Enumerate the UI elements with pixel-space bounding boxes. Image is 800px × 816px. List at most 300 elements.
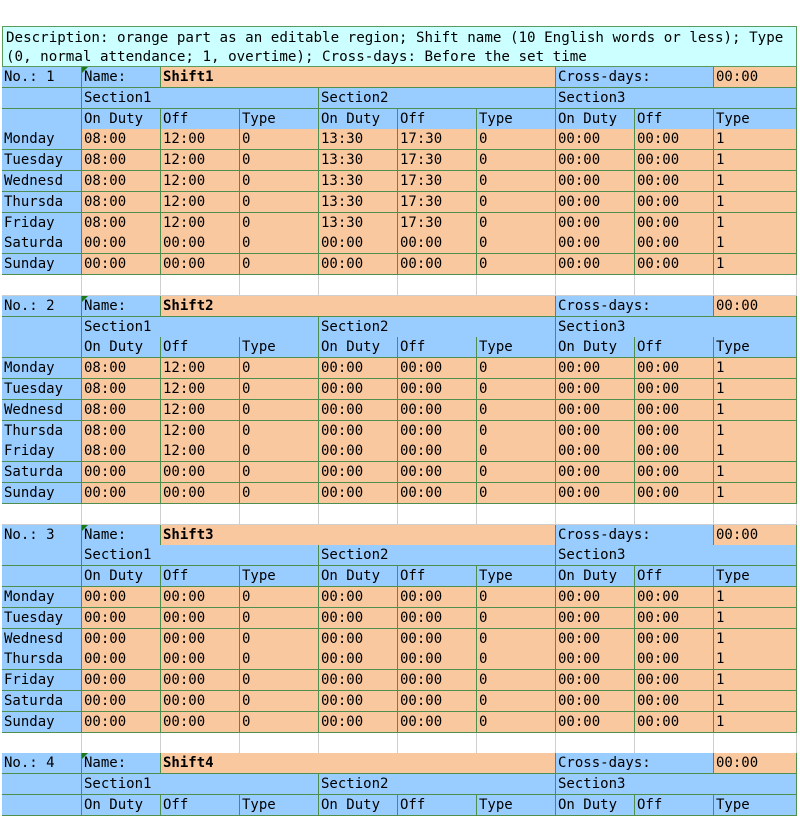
time-cell[interactable]: 12:00 [161,441,240,462]
empty-cell[interactable] [714,504,797,525]
blank-row [2,275,797,296]
empty-cell[interactable] [477,504,556,525]
time-cell[interactable]: 0 [240,441,319,462]
column-corner [2,337,82,358]
cell-comment-marker [82,67,88,73]
description-banner: Description: orange part as an editable region; Shift name (10 English words or less); Type (0, normal attendance; 1, overtime); Cross-days: Before the set time [2,26,797,67]
time-cell[interactable]: 0 [240,421,319,442]
empty-cell[interactable] [635,504,714,525]
time-cell[interactable]: 00:00 [161,629,240,650]
column-header: On Duty [319,795,398,816]
column-header: Type [714,795,797,816]
empty-cell[interactable] [2,275,82,296]
time-cell[interactable]: 13:30 [319,150,398,171]
column-header: On Duty [82,566,161,587]
column-header: Type [240,795,319,816]
time-cell[interactable]: 00:00 [556,254,635,275]
name-label: Name: [82,753,161,774]
day-label: Friday [2,213,82,234]
shift-number: No.: 2 [2,296,82,317]
time-cell[interactable]: 13:30 [319,171,398,192]
time-cell[interactable]: 17:30 [398,192,477,213]
time-cell[interactable]: 1 [714,421,797,442]
time-cell[interactable]: 00:00 [319,462,398,483]
time-cell[interactable]: 00:00 [398,649,477,670]
section-title: Section2 [319,774,556,795]
section-title: Section1 [82,317,319,338]
time-cell[interactable]: 00:00 [635,233,714,254]
time-cell[interactable]: 12:00 [161,421,240,442]
time-cell[interactable]: 00:00 [635,691,714,712]
time-cell[interactable]: 00:00 [556,712,635,733]
time-cell[interactable]: 00:00 [556,670,635,691]
time-cell[interactable]: 13:30 [319,129,398,150]
time-cell[interactable]: 0 [240,150,319,171]
time-cell[interactable]: 00:00 [398,462,477,483]
empty-cell[interactable] [2,733,82,754]
time-cell[interactable]: 0 [240,358,319,379]
time-cell[interactable]: 00:00 [556,462,635,483]
time-cell[interactable]: 0 [477,254,556,275]
time-cell[interactable]: 00:00 [556,649,635,670]
time-cell[interactable]: 17:30 [398,213,477,234]
time-cell[interactable]: 1 [714,462,797,483]
time-cell[interactable]: 00:00 [398,483,477,504]
time-cell[interactable]: 0 [240,649,319,670]
time-cell[interactable]: 00:00 [556,379,635,400]
day-row [2,150,797,171]
time-cell[interactable]: 0 [240,462,319,483]
cross-days-field[interactable]: 00:00 [714,67,797,88]
time-cell[interactable]: 00:00 [161,587,240,608]
empty-cell[interactable] [556,275,635,296]
time-cell[interactable]: 08:00 [82,358,161,379]
time-cell[interactable]: 0 [477,150,556,171]
shift-number: No.: 3 [2,525,82,546]
time-cell[interactable]: 00:00 [398,608,477,629]
time-cell[interactable]: 1 [714,649,797,670]
time-cell[interactable]: 1 [714,358,797,379]
time-cell[interactable]: 0 [240,400,319,421]
time-cell[interactable]: 00:00 [161,649,240,670]
day-row [2,691,797,712]
column-header: On Duty [82,109,161,130]
time-cell[interactable]: 0 [240,379,319,400]
column-header: On Duty [319,566,398,587]
time-cell[interactable]: 1 [714,712,797,733]
empty-cell[interactable] [556,504,635,525]
time-cell[interactable]: 13:30 [319,213,398,234]
time-cell[interactable]: 00:00 [635,192,714,213]
time-cell[interactable]: 00:00 [82,629,161,650]
time-cell[interactable]: 00:00 [161,670,240,691]
column-header: Type [240,566,319,587]
time-cell[interactable]: 1 [714,129,797,150]
day-label: Monday [2,129,82,150]
time-cell[interactable]: 0 [477,171,556,192]
shift-header-row [2,296,797,317]
time-cell[interactable]: 12:00 [161,213,240,234]
time-cell[interactable]: 0 [477,233,556,254]
time-cell[interactable]: 08:00 [82,150,161,171]
time-cell[interactable]: 00:00 [398,400,477,421]
time-cell[interactable]: 00:00 [319,441,398,462]
empty-cell[interactable] [240,733,319,754]
time-cell[interactable]: 12:00 [161,358,240,379]
day-row [2,192,797,213]
time-cell[interactable]: 00:00 [556,192,635,213]
time-cell[interactable]: 0 [240,233,319,254]
time-cell[interactable]: 00:00 [161,233,240,254]
column-header: Off [635,566,714,587]
time-cell[interactable]: 00:00 [635,441,714,462]
section-title: Section2 [319,317,556,338]
time-cell[interactable]: 00:00 [635,712,714,733]
time-cell[interactable]: 08:00 [82,192,161,213]
time-cell[interactable]: 0 [240,608,319,629]
column-header: Off [161,795,240,816]
time-cell[interactable]: 0 [240,691,319,712]
time-cell[interactable]: 00:00 [556,171,635,192]
time-cell[interactable]: 0 [477,192,556,213]
day-row [2,608,797,629]
time-cell[interactable]: 0 [477,358,556,379]
column-header: Off [398,109,477,130]
time-cell[interactable]: 00:00 [556,483,635,504]
time-cell[interactable]: 00:00 [635,421,714,442]
day-row [2,462,797,483]
name-label: Name: [82,525,161,546]
time-cell[interactable]: 00:00 [556,150,635,171]
empty-cell[interactable] [82,275,161,296]
time-cell[interactable]: 0 [240,213,319,234]
column-header: Off [161,109,240,130]
section-title: Section2 [319,545,556,566]
time-cell[interactable]: 0 [477,483,556,504]
column-header: Type [240,109,319,130]
time-cell[interactable]: 0 [477,400,556,421]
time-cell[interactable]: 0 [477,379,556,400]
empty-cell[interactable] [161,504,240,525]
cross-days-field[interactable]: 00:00 [714,525,797,546]
time-cell[interactable]: 00:00 [319,712,398,733]
time-cell[interactable]: 0 [477,129,556,150]
time-cell[interactable]: 1 [714,254,797,275]
time-cell[interactable]: 00:00 [82,587,161,608]
time-cell[interactable]: 1 [714,670,797,691]
day-row [2,213,797,234]
time-cell[interactable]: 0 [477,629,556,650]
time-cell[interactable]: 12:00 [161,379,240,400]
time-cell[interactable]: 1 [714,587,797,608]
time-cell[interactable]: 00:00 [635,629,714,650]
column-header: Off [398,566,477,587]
time-cell[interactable]: 00:00 [161,483,240,504]
column-header-row [2,795,797,816]
empty-cell[interactable] [477,733,556,754]
time-cell[interactable]: 00:00 [556,441,635,462]
day-label: Sunday [2,712,82,733]
day-row [2,587,797,608]
time-cell[interactable]: 00:00 [319,483,398,504]
empty-cell[interactable] [240,504,319,525]
time-cell[interactable]: 1 [714,608,797,629]
time-cell[interactable]: 0 [477,608,556,629]
day-row [2,483,797,504]
time-cell[interactable]: 1 [714,400,797,421]
time-cell[interactable]: 0 [240,171,319,192]
time-cell[interactable]: 00:00 [319,379,398,400]
cross-days-label: Cross-days: [556,753,714,774]
shift-header-row [2,525,797,546]
time-cell[interactable]: 17:30 [398,150,477,171]
time-cell[interactable]: 00:00 [635,400,714,421]
column-header-row [2,337,797,358]
time-cell[interactable]: 00:00 [635,649,714,670]
day-row [2,629,797,650]
time-cell[interactable]: 00:00 [319,400,398,421]
day-row [2,421,797,442]
time-cell[interactable]: 00:00 [556,213,635,234]
time-cell[interactable]: 1 [714,629,797,650]
time-cell[interactable]: 0 [477,587,556,608]
time-cell[interactable]: 1 [714,192,797,213]
time-cell[interactable]: 12:00 [161,129,240,150]
time-cell[interactable]: 00:00 [556,691,635,712]
time-cell[interactable]: 0 [477,670,556,691]
day-label: Monday [2,587,82,608]
day-label: Sunday [2,483,82,504]
time-cell[interactable]: 00:00 [556,608,635,629]
time-cell[interactable]: 00:00 [398,670,477,691]
time-cell[interactable]: 00:00 [635,483,714,504]
name-label: Name: [82,67,161,88]
time-cell[interactable]: 0 [477,213,556,234]
day-label: Saturda [2,233,82,254]
time-cell[interactable]: 1 [714,171,797,192]
time-cell[interactable]: 00:00 [161,712,240,733]
day-label: Friday [2,670,82,691]
time-cell[interactable]: 0 [477,421,556,442]
time-cell[interactable]: 00:00 [398,691,477,712]
time-cell[interactable]: 00:00 [398,421,477,442]
time-cell[interactable]: 1 [714,691,797,712]
column-header: On Duty [319,337,398,358]
day-label: Monday [2,358,82,379]
time-cell[interactable]: 00:00 [398,379,477,400]
time-cell[interactable]: 00:00 [82,649,161,670]
day-label: Wednesd [2,400,82,421]
cross-days-label: Cross-days: [556,67,714,88]
column-header: Off [161,337,240,358]
empty-cell[interactable] [319,275,398,296]
shift-name-field[interactable]: Shift2 [161,296,556,317]
time-cell[interactable]: 12:00 [161,400,240,421]
time-cell[interactable]: 00:00 [556,421,635,442]
time-cell[interactable]: 00:00 [398,587,477,608]
time-cell[interactable]: 00:00 [82,670,161,691]
time-cell[interactable]: 00:00 [319,233,398,254]
time-cell[interactable]: 00:00 [319,587,398,608]
time-cell[interactable]: 00:00 [82,691,161,712]
blank-row [2,733,797,754]
empty-cell[interactable] [398,733,477,754]
time-cell[interactable]: 00:00 [635,608,714,629]
shift-header-row [2,753,797,774]
time-cell[interactable]: 00:00 [82,608,161,629]
time-cell[interactable]: 00:00 [635,670,714,691]
time-cell[interactable]: 00:00 [556,129,635,150]
time-cell[interactable]: 00:00 [635,254,714,275]
time-cell[interactable]: 1 [714,441,797,462]
time-cell[interactable]: 0 [240,670,319,691]
time-cell[interactable]: 00:00 [635,587,714,608]
day-row [2,649,797,670]
time-cell[interactable]: 0 [240,192,319,213]
time-cell[interactable]: 00:00 [319,358,398,379]
time-cell[interactable]: 0 [240,254,319,275]
time-cell[interactable]: 0 [240,629,319,650]
column-header: Type [477,795,556,816]
time-cell[interactable]: 00:00 [398,712,477,733]
empty-cell[interactable] [398,275,477,296]
empty-cell[interactable] [635,733,714,754]
empty-cell[interactable] [398,504,477,525]
time-cell[interactable]: 00:00 [161,462,240,483]
column-corner [2,566,82,587]
time-cell[interactable]: 00:00 [556,400,635,421]
empty-cell[interactable] [477,275,556,296]
time-cell[interactable]: 13:30 [319,192,398,213]
time-cell[interactable]: 00:00 [82,233,161,254]
empty-cell[interactable] [82,733,161,754]
time-cell[interactable]: 00:00 [161,691,240,712]
time-cell[interactable]: 00:00 [319,629,398,650]
section-title: Section3 [556,774,797,795]
time-cell[interactable]: 08:00 [82,379,161,400]
time-cell[interactable]: 00:00 [319,254,398,275]
cross-days-field[interactable]: 00:00 [714,296,797,317]
day-label: Friday [2,441,82,462]
time-cell[interactable]: 00:00 [161,608,240,629]
column-corner [2,109,82,130]
time-cell[interactable]: 0 [477,441,556,462]
time-cell[interactable]: 08:00 [82,400,161,421]
time-cell[interactable]: 08:00 [82,129,161,150]
time-cell[interactable]: 12:00 [161,150,240,171]
time-cell[interactable]: 00:00 [398,629,477,650]
time-cell[interactable]: 0 [477,462,556,483]
time-cell[interactable]: 00:00 [635,462,714,483]
time-cell[interactable]: 12:00 [161,192,240,213]
empty-cell[interactable] [319,733,398,754]
time-cell[interactable]: 00:00 [82,462,161,483]
time-cell[interactable]: 00:00 [82,254,161,275]
column-corner [2,795,82,816]
empty-cell[interactable] [161,733,240,754]
time-cell[interactable]: 00:00 [319,649,398,670]
time-cell[interactable]: 00:00 [635,213,714,234]
empty-cell[interactable] [161,275,240,296]
time-cell[interactable]: 00:00 [398,358,477,379]
empty-cell[interactable] [240,275,319,296]
time-cell[interactable]: 00:00 [635,171,714,192]
time-cell[interactable]: 0 [240,712,319,733]
time-cell[interactable]: 00:00 [319,421,398,442]
time-cell[interactable]: 17:30 [398,129,477,150]
shift-name-field[interactable]: Shift4 [161,753,556,774]
cross-days-label: Cross-days: [556,525,714,546]
day-row [2,400,797,421]
empty-cell[interactable] [635,275,714,296]
time-cell[interactable]: 00:00 [398,254,477,275]
column-header-row [2,566,797,587]
time-cell[interactable]: 00:00 [635,129,714,150]
time-cell[interactable]: 08:00 [82,213,161,234]
time-cell[interactable]: 00:00 [161,254,240,275]
time-cell[interactable]: 00:00 [635,150,714,171]
name-label: Name: [82,296,161,317]
time-cell[interactable]: 0 [240,129,319,150]
time-cell[interactable]: 00:00 [556,629,635,650]
time-cell[interactable]: 1 [714,213,797,234]
time-cell[interactable]: 0 [240,483,319,504]
day-row [2,171,797,192]
time-cell[interactable]: 0 [477,649,556,670]
time-cell[interactable]: 00:00 [635,358,714,379]
section-corner [2,317,82,338]
time-cell[interactable]: 1 [714,233,797,254]
time-cell[interactable]: 1 [714,150,797,171]
time-cell[interactable]: 00:00 [319,670,398,691]
time-cell[interactable]: 00:00 [556,587,635,608]
time-cell[interactable]: 00:00 [82,483,161,504]
time-cell[interactable]: 0 [477,691,556,712]
empty-cell[interactable] [556,733,635,754]
time-cell[interactable]: 1 [714,483,797,504]
time-cell[interactable]: 17:30 [398,171,477,192]
time-cell[interactable]: 08:00 [82,171,161,192]
time-cell[interactable]: 00:00 [556,358,635,379]
section-title: Section3 [556,88,797,109]
time-cell[interactable]: 00:00 [398,233,477,254]
shift-name-field[interactable]: Shift3 [161,525,556,546]
day-label: Saturda [2,691,82,712]
cross-days-field[interactable]: 00:00 [714,753,797,774]
empty-cell[interactable] [82,504,161,525]
time-cell[interactable]: 00:00 [319,691,398,712]
time-cell[interactable]: 1 [714,379,797,400]
time-cell[interactable]: 08:00 [82,421,161,442]
time-cell[interactable]: 08:00 [82,441,161,462]
time-cell[interactable]: 0 [477,712,556,733]
time-cell[interactable]: 12:00 [161,171,240,192]
time-cell[interactable]: 0 [240,587,319,608]
time-cell[interactable]: 00:00 [82,712,161,733]
section-corner [2,88,82,109]
time-cell[interactable]: 00:00 [635,379,714,400]
empty-cell[interactable] [319,504,398,525]
section-header-row [2,317,797,338]
column-header: Type [714,109,797,130]
shift-name-field[interactable]: Shift1 [161,67,556,88]
time-cell[interactable]: 00:00 [556,233,635,254]
empty-cell[interactable] [2,504,82,525]
empty-cell[interactable] [714,275,797,296]
time-cell[interactable]: 00:00 [319,608,398,629]
time-cell[interactable]: 00:00 [398,441,477,462]
empty-cell[interactable] [714,733,797,754]
